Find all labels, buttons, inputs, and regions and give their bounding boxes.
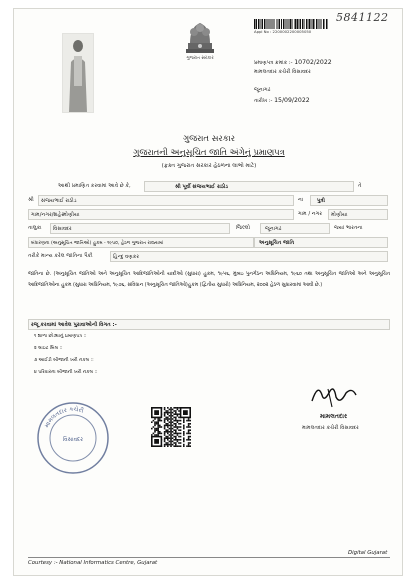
caste-value: હિન્દુ વણકર [113,254,140,260]
certificate-title: ગુજરાતની અનુસૂચિત જાતિ અંગેનું પ્રમાણપત્ર [133,147,285,157]
taluka-value: વિસાવદર [53,226,72,232]
footer-line [28,557,390,558]
document-item: ૪ પરિવારના બીજાની ખરી નકલ :: [34,370,98,375]
signature [306,381,366,409]
locality-box [28,209,294,220]
stamp-center-text: વિસાવદર [62,437,84,443]
taluka-box [50,223,230,234]
office-stamp [36,401,110,475]
govt-heading: ગુજરાત સરકાર [182,133,236,143]
footer-courtesy: Courtesy :- National Informatics Centre, Gujarat [28,560,158,566]
father-prefix: શ્રી [28,197,34,203]
state-emblem [180,17,220,63]
applicant-name-box [144,181,354,192]
intro-right-text: તે [358,183,362,189]
district-value: જૂનાગઢ [265,226,282,232]
district-box [260,223,330,234]
office-name: મામલતદાર કચેરી વિસાવદર [254,69,311,75]
document-item: ૧ શાળા છોડ્યાનું પ્રમાણપત્ર :: [34,334,87,339]
signatory-designation: મામલતદાર [320,413,348,420]
intro-line [14,181,404,193]
cert-number-label: પ્રમાણપત્ર ક્રમાંક :- [254,60,293,66]
locality-label: ગામ/નગર/શહેર [31,212,64,218]
category-box [254,237,388,248]
state-text: જ્યાં ભારતના [334,225,363,231]
emblem-caption: ગુજરાત સરકાર [186,56,214,61]
locality-value: મોણીયા [63,212,80,218]
village-box [328,209,388,220]
lion-capital-icon [180,17,220,55]
village-value: મોણીયા [331,212,348,218]
document-item: ૨ લાઇટ બિલ :: [34,346,63,351]
category-value: અનુસૂચિત જાતિ [259,240,295,246]
relation-box [310,195,388,206]
village-label: ગામ / નગર [298,211,323,217]
father-name-box [38,195,294,206]
cert-number: 10702/2022 [294,59,332,66]
intro-left-text: આથી પ્રમાણિત કરવામાં આવે છે કે, [58,183,131,189]
taluka-line [14,223,404,235]
certificate-subtitle: (ફક્ત ગુજરાત સરકાર હેઠળના લાભો માટે) [161,163,257,169]
caste-line [14,251,404,263]
relation-value: પુત્રી [317,198,326,204]
district-label: જિલ્લો [236,225,250,231]
issue-date: 15/09/2022 [274,97,310,104]
legal-paragraph: જાતિના છે. (અનુસૂચિત જાતિઓ અને અનુસૂચિત આદિજાતિઓની યાદીઓ (સુધારા) હુકમ, ૧૯૫૬, મુંબઇ પુનર્ગઠન અધિનિયમ, ૧૯૬૦ તથા અનુસૂચિત જાતિઓ અને અનુસૂચિત આદિજાતિઓના હુકમ (સુધારા અધિનિયમ, ૧૯૭૬, સંવિધાન (અનુસૂચિત જાતિઓ)હુકમ (દ્વિતીય સુધારો) અધિનિયમ, ૨૦૦૨ હેઠળ સુધારવામાં આવી છે.) [28,271,390,288]
handwritten-number: 5841122 [336,11,389,24]
applicant-photo [62,33,94,113]
barcode-text: Appl No : 2200002200005050 [254,29,312,34]
applicant-name: શ્રી પૂર્વી સંજયભાઈ રાઠોડ [175,184,229,190]
certificate-page [13,8,403,576]
footer-brand: Digital Gujarat [348,550,388,556]
barcode-icon [254,19,328,29]
caste-box [110,251,388,262]
signatory-office: મામલતદાર કચેરી વિસાવદર [302,425,359,431]
cert-number-row [254,59,394,67]
header-block [254,59,394,105]
order-text: બંધારણના (અનુસૂચિત જાતિઓ) હુકમ - ૧૯૫૦, હેઠળ ગુજરાત રાજ્યમાં [31,241,164,246]
barcode [254,19,328,35]
order-box [28,237,254,248]
locality-line [14,209,404,221]
caste-label: તરીકે માન્ય કરેલ જાતિના પૈકી [28,253,93,259]
documents-list [34,331,234,379]
father-name: સંજયભાઈ રાઠોડ [41,198,77,204]
taluka-label: તાલુકા [28,225,42,231]
signature-icon [306,381,366,409]
father-line [14,195,404,207]
qr-code-icon [151,407,191,447]
stamp-ring-text: મામલતદાર કચેરી [43,405,85,429]
qr-code [151,407,191,447]
header-district: જૂનાગઢ [254,87,271,93]
date-row [254,97,394,105]
relation-label: ના [298,197,304,203]
date-label: તારીખ :- [254,98,273,104]
documents-heading: રજૂ કરવામાં આવેલ પુરાવાઓની વિગત :- [28,319,390,330]
document-item: ૩ આઈડી બીજાની ખરી નકલ :: [34,358,94,363]
order-line [14,237,404,249]
